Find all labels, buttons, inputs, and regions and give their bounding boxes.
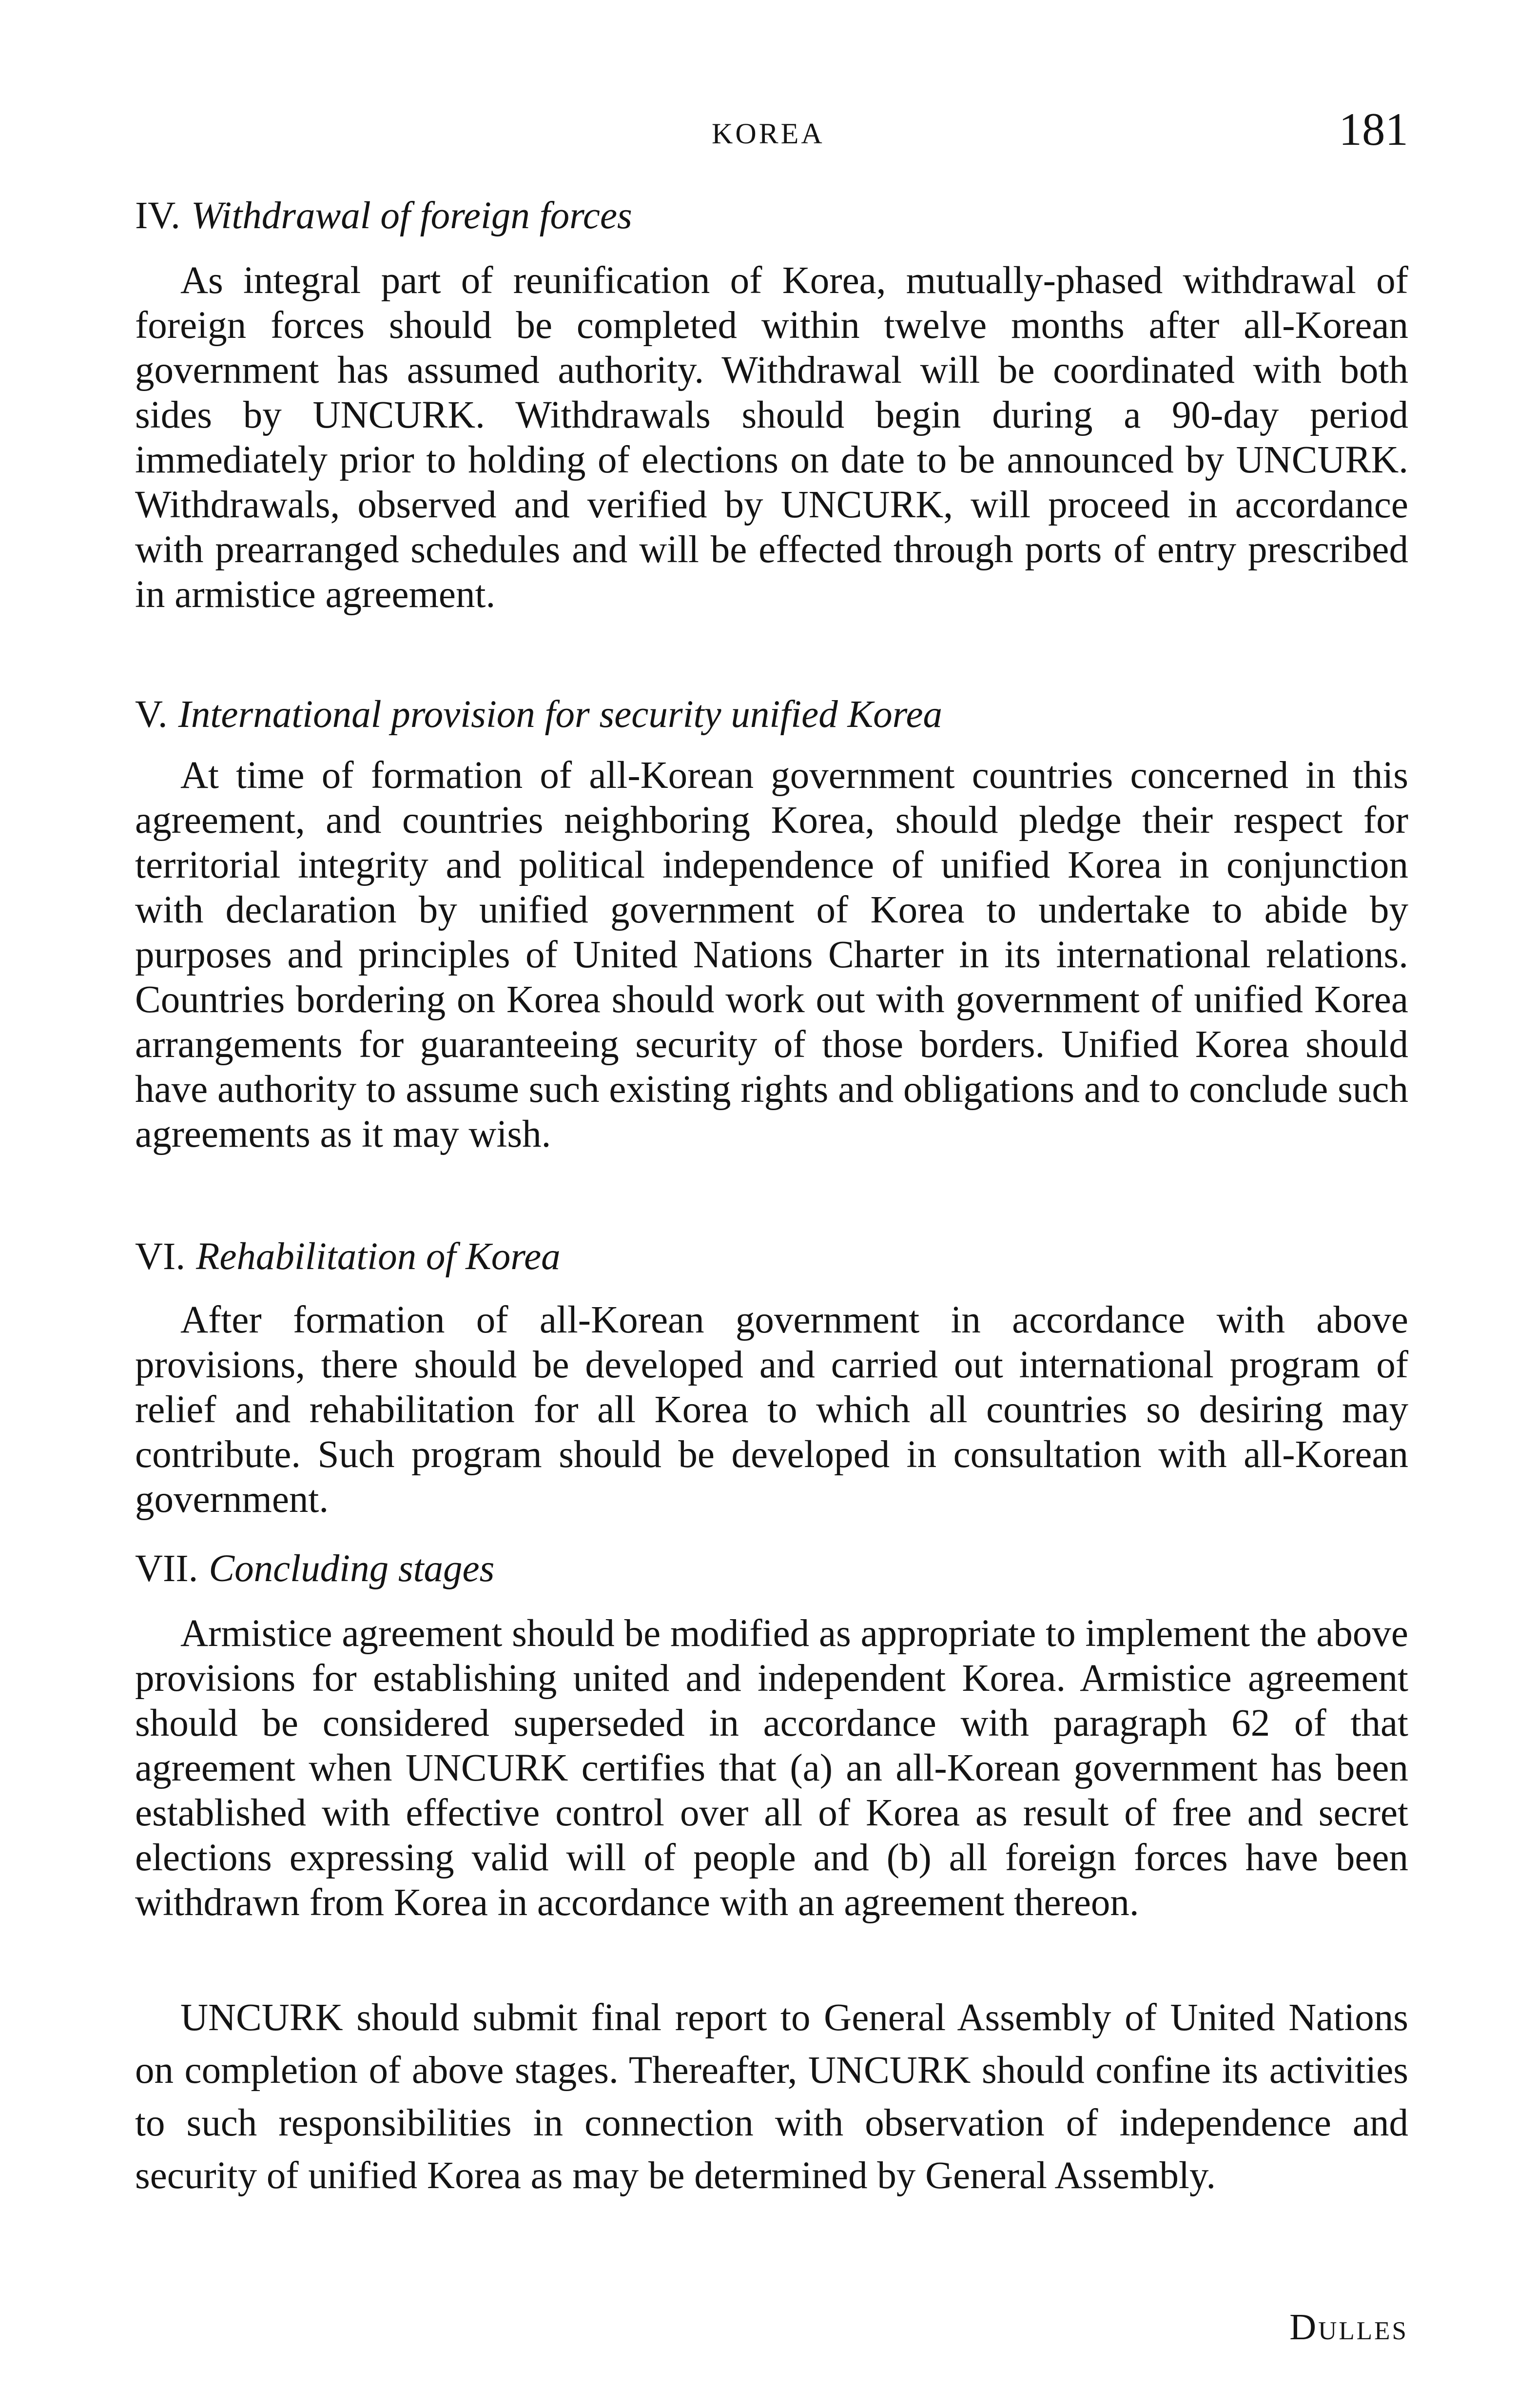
section-title: Withdrawal of foreign forces — [191, 195, 632, 237]
signature: Dulles — [1289, 2307, 1408, 2348]
section-paragraph-iv: As integral part of reunification of Korea, mutually-phased withdrawal of foreign forces should be completed within twelve months after all-Korean government has assumed authority. Withdrawal will be coordinated with both sides by UNCURK. Withdrawals should begin during a 90-day period immediately prior to holding of elections on date to be announced by UNCURK. Withdrawals, observed and verified by UNCURK, will proceed in accordance with prearranged schedules and will be effected through ports of entry prescribed in armistice agreement. — [135, 259, 1408, 616]
page-number: 181 — [1339, 103, 1408, 155]
section-title: International provision for security unified Korea — [178, 693, 943, 736]
section-number: V. — [135, 693, 168, 736]
section-paragraph-v: At time of formation of all-Korean government countries concerned in this agreement, and countries neighboring Korea, should pledge their respect for territorial integrity and political independence of unified Korea in conjunction with declaration by unified government of Korea to undertake to abide by purposes and principles of United Nations Charter in its international relations. Countries bordering on Korea should work out with government of unified Korea arrangements for guaranteeing security of those borders. Unified Korea should have authority to assume such existing rights and obligations and to conclude such agreements as it may wish. — [135, 754, 1408, 1155]
section-number: VI. — [135, 1235, 186, 1278]
section-paragraph-vi: After formation of all-Korean government in accordance with above provisions, there should be developed and carried out international program of relief and rehabilitation for all Korea to which all countries so desiring may contribute. Such program should be developed in consultation with all-Korean government. — [135, 1299, 1408, 1521]
section-heading-iv — [135, 193, 632, 239]
section-heading-v — [135, 691, 942, 738]
section-title: Rehabilitation of Korea — [196, 1235, 561, 1278]
section-heading-vii — [135, 1546, 494, 1592]
section-number: IV. — [135, 195, 180, 237]
section-title: Concluding stages — [209, 1547, 495, 1590]
running-head — [0, 102, 1536, 156]
section-paragraph-vii: Armistice agreement should be modified as appropriate to implement the above provisions for establishing united and independent Korea. Armistice agreement should be considered superseded in accordance with paragraph 62 of that agreement when UNCURK certifies that (a) an all-Korean government has been established with effective control over all of Korea as result of free and secret elections expressing valid will of people and (b) all foreign forces have been withdrawn from Korea in accordance with an agreement thereon. — [135, 1612, 1408, 1924]
section-number: VII. — [135, 1547, 198, 1590]
section-heading-vi — [135, 1233, 561, 1280]
closing-paragraph: UNCURK should submit final report to General Assembly of United Nations on completion of above stages. Thereafter, UNCURK should confine its activities to such responsibilities in connection with observation of independence and security of unified Korea as may be determined by General Assembly. — [135, 1997, 1408, 2197]
running-title: KOREA — [712, 117, 825, 150]
